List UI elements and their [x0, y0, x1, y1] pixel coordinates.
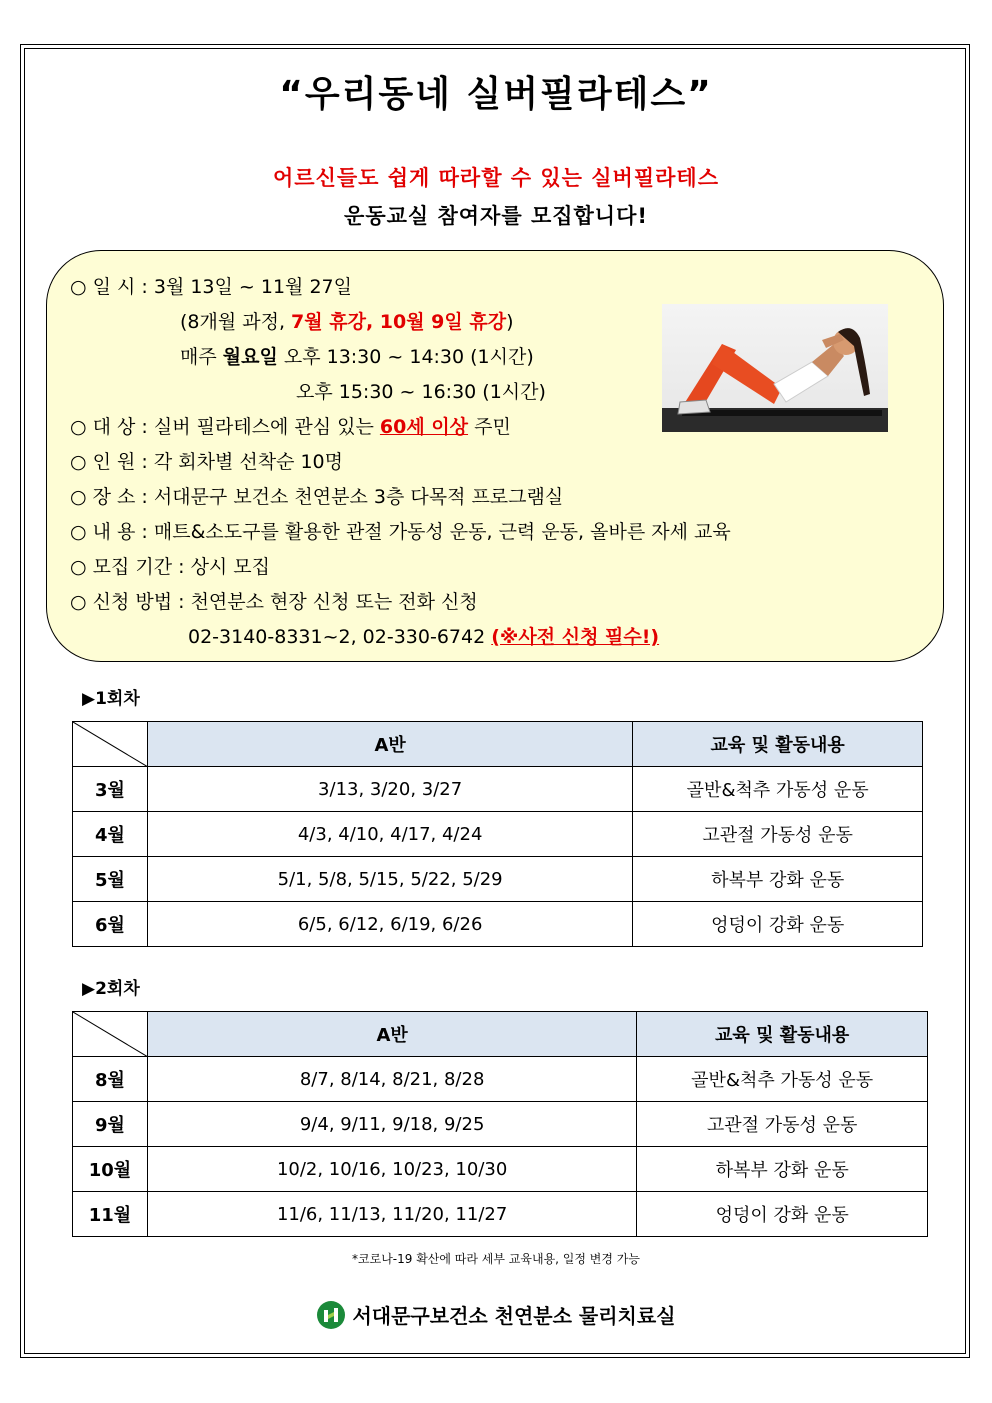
capacity-value: 각 회차별 선착순 10명: [153, 451, 343, 473]
info-schedule: [70, 272, 352, 299]
content-value: 매트&소도구를 활용한 관절 가동성 운동, 근력 운동, 올바른 자세 교육: [153, 521, 731, 543]
course-prefix: (8개월 과정,: [180, 311, 292, 333]
session2-label: ▶2회차: [82, 979, 140, 999]
month-cell: 6월: [73, 902, 148, 947]
info-method: [70, 587, 478, 614]
info-course: [180, 307, 514, 334]
info-target: [70, 412, 511, 439]
diagonal-line: [73, 722, 148, 767]
method-label: ○ 신청 방법 :: [70, 591, 191, 613]
course-break: 7월 휴강, 10월 9일 휴강: [291, 311, 507, 333]
phone-value: 02-3140-8331~2, 02-330-6742: [188, 626, 492, 648]
class-header: A반: [147, 1012, 636, 1057]
table-row: [73, 812, 923, 857]
content-cell: 하복부 강화 운동: [633, 857, 923, 902]
page-title: “우리동네 실버필라테스”: [279, 74, 713, 115]
month-cell: 3월: [73, 767, 148, 812]
health-center-logo-icon: [316, 1300, 346, 1335]
place-value: 서대문구 보건소 천연분소 3층 다목적 프로그램실: [153, 486, 564, 508]
content-cell: 하복부 강화 운동: [637, 1147, 928, 1192]
period-label: ○ 모집 기간 :: [70, 556, 191, 578]
month-cell: 5월: [73, 857, 148, 902]
session1-label: ▶1회차: [82, 689, 140, 709]
weekly-day: 월요일: [222, 346, 278, 368]
target-prefix: 실버 필라테스에 관심 있는: [153, 416, 380, 438]
content-label: ○ 내 용 :: [70, 521, 154, 543]
weekly-time1: 오후 13:30 ~ 14:30 (1시간): [277, 346, 534, 368]
table-row: [73, 1147, 928, 1192]
schedule-label: ○ 일 시 :: [70, 276, 154, 298]
info-weekly: [180, 342, 534, 369]
info-weekly-2: [296, 377, 546, 404]
info-content: [70, 517, 731, 544]
content-cell: 골반&척추 가동성 운동: [633, 767, 923, 812]
dates-cell: 9/4, 9/11, 9/18, 9/25: [147, 1102, 636, 1147]
dates-cell: 10/2, 10/16, 10/23, 10/30: [147, 1147, 636, 1192]
content-cell: 고관절 가동성 운동: [637, 1102, 928, 1147]
subtitle-red: 어르신들도 쉽게 따라할 수 있는 실버필라테스: [273, 166, 719, 190]
month-cell: 4월: [73, 812, 148, 857]
table-row: [73, 1102, 928, 1147]
footer: [0, 1300, 992, 1335]
dates-cell: 11/6, 11/13, 11/20, 11/27: [147, 1192, 636, 1237]
footnote: *코로나-19 확산에 따라 세부 교육내용, 일정 변경 가능: [352, 1252, 640, 1266]
phone-note: (※사전 신청 필수!): [491, 626, 660, 648]
course-suffix: ): [506, 311, 514, 333]
target-label: ○ 대 상 :: [70, 416, 154, 438]
content-header: 교육 및 활동내용: [637, 1012, 928, 1057]
period-value: 상시 모집: [190, 556, 271, 578]
place-label: ○ 장 소 :: [70, 486, 154, 508]
table-row: [73, 902, 923, 947]
capacity-label: ○ 인 원 :: [70, 451, 154, 473]
table-row: [73, 1192, 928, 1237]
weekly-time2: 오후 15:30 ~ 16:30 (1시간): [296, 381, 546, 403]
content-header: 교육 및 활동내용: [633, 722, 923, 767]
dates-cell: 3/13, 3/20, 3/27: [147, 767, 632, 812]
target-age: 60세 이상: [379, 416, 469, 438]
subtitle: 운동교실 참여자를 모집합니다!: [344, 204, 648, 228]
content-cell: 고관절 가동성 운동: [633, 812, 923, 857]
diagonal-header-cell: [73, 1012, 148, 1057]
pilates-illustration: [662, 304, 888, 432]
table-row: [73, 767, 923, 812]
target-suffix: 주민: [468, 416, 511, 438]
info-capacity: [70, 447, 343, 474]
diagonal-header-cell: [73, 722, 148, 767]
method-value: 천연분소 현장 신청 또는 전화 신청: [190, 591, 478, 613]
weekly-prefix: 매주: [180, 346, 223, 368]
diagonal-line: [73, 1012, 148, 1057]
dates-cell: 8/7, 8/14, 8/21, 8/28: [147, 1057, 636, 1102]
dates-cell: 4/3, 4/10, 4/17, 4/24: [147, 812, 632, 857]
info-phone: [188, 622, 659, 649]
month-cell: 10월: [73, 1147, 148, 1192]
dates-cell: 5/1, 5/8, 5/15, 5/22, 5/29: [147, 857, 632, 902]
month-cell: 9월: [73, 1102, 148, 1147]
month-cell: 11월: [73, 1192, 148, 1237]
content-cell: 엉덩이 강화 운동: [633, 902, 923, 947]
table-row: [73, 857, 923, 902]
class-header: A반: [147, 722, 632, 767]
month-cell: 8월: [73, 1057, 148, 1102]
content-cell: 엉덩이 강화 운동: [637, 1192, 928, 1237]
content-cell: 골반&척추 가동성 운동: [637, 1057, 928, 1102]
footer-text: 서대문구보건소 천연분소 물리치료실: [352, 1304, 676, 1328]
session1-table: [72, 721, 923, 947]
session2-table: [72, 1011, 928, 1237]
info-period: [70, 552, 270, 579]
info-place: [70, 482, 563, 509]
dates-cell: 6/5, 6/12, 6/19, 6/26: [147, 902, 632, 947]
pilates-photo: [662, 304, 888, 432]
table-row: [73, 1057, 928, 1102]
schedule-value: 3월 13일 ~ 11월 27일: [153, 276, 352, 298]
